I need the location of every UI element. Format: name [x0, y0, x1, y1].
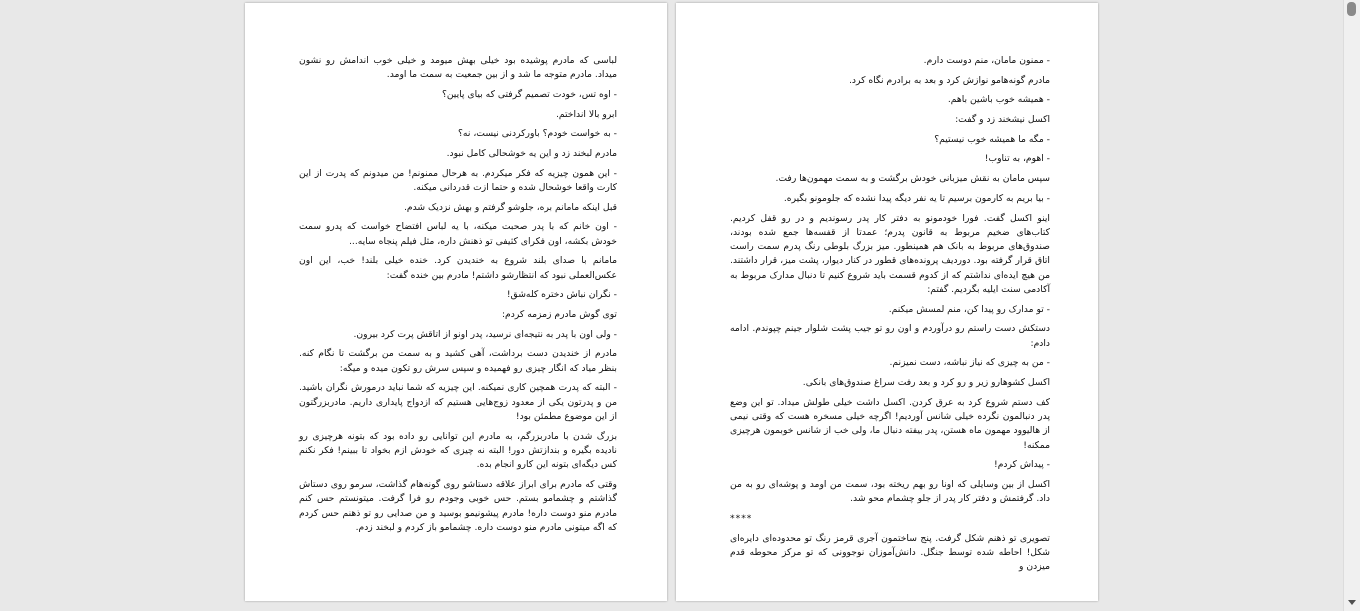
paragraph: مادرم گونه‌هامو نوازش کرد و بعد به برادرم نگاه کرد.: [848, 74, 1050, 86]
paragraph: - تو مدارک رو پیدا کن، منم لمسش میکنم.: [888, 303, 1050, 315]
paragraph: - همیشه خوب باشین باهم.: [947, 94, 1050, 106]
paragraph: بزرگ شدن با مادربزرگم، به مادرم این توانایی رو داده بود که بتونه هرچیزی رو نادیده بگیره و بندازتش دور! البته نه چیزی که خودش ازم بخواد تا ببینم! فکر نکنم کس دیگه‌ای بتونه این کارو انجام بده.: [299, 430, 617, 471]
paragraph: - ممنون مامان، منم دوست دارم.: [923, 55, 1050, 66]
paragraph: - نگران نباش دختره کله‌شق!: [506, 289, 617, 301]
paragraph: لباسی که مادرم پوشیده بود خیلی بهش میومد و خیلی خوب اندامش رو نشون میداد. مادرم متوجه ما شد و از بین جمعیت به سمت ما اومد.: [299, 55, 617, 81]
paragraph: - مگه ما همیشه خوب نیستیم؟: [934, 133, 1050, 145]
paragraph: توی گوش مادرم زمزمه کردم:: [501, 309, 617, 321]
paragraph: - اهوم، به تناوب!: [984, 153, 1050, 165]
paragraph: سپس مامان به نقش میزبانی خودش برگشت و به سمت مهمون‌ها رفت.: [775, 173, 1050, 185]
paragraph: ابرو بالا انداختم.: [555, 108, 617, 120]
paragraph: - اون خانم که با پدر صحبت میکنه، با یه لباس افتضاح خواست که پدرو سمت خودش بکشه، اون فکرای کثیفی تو ذهنش داره، مثل فیلم پنجاه سایه...: [299, 221, 617, 247]
page-right-text: [730, 54, 1050, 580]
page-left-text: [299, 54, 617, 541]
page-left: [245, 3, 667, 601]
paragraph: - این همون چیزیه که فکر میکردم. به هرحال ممنونم! من میدونم که پدرت از این کارت واقعا خوشحال شده و حتما ازت قدردانی میکنه.: [299, 167, 617, 194]
paragraph: اکسل نیشخند زد و گفت:: [955, 114, 1050, 126]
vertical-scrollbar[interactable]: [1343, 0, 1360, 611]
paragraph: - ولی اون با پدر به نتیجه‌ای نرسید، پدر اونو از اتاقش پرت کرد بیرون.: [353, 328, 617, 340]
paragraph: دستکش دست راستم رو درآوردم و اون رو تو جیب پشت شلوار جینم چپوندم. ادامه دادم:: [730, 323, 1050, 349]
paragraph: اکسل کشوهارو زیر و رو کرد و بعد رفت سراغ صندوق‌های بانکی.: [802, 377, 1050, 389]
paragraph: مادرم از خندیدن دست برداشت، آهی کشید و به سمت من برگشت تا نگام کنه. بنظر میاد که انگار چیزی رو فهمیده و سپس سرش رو تکون میده و میگه:: [299, 348, 617, 374]
paragraph: تصویری تو ذهنم شکل گرفت. پنج ساختمون آجری قرمز رنگ تو محدوده‌ای دایره‌ای شکل! احاطه شده توسط جنگل. دانش‌آموزان نوجوونی که تو مرکز محوطه قدم میزدن و: [730, 532, 1050, 573]
scroll-down-button[interactable]: [1344, 594, 1360, 611]
paragraph: اینو اکسل گفت. فورا خودمونو به دفتر کار پدر رسوندیم و در رو قفل کردیم. کتاب‌های ضخیم مربوط به قانون پدرم؛ عمدتا از قفسه‌ها جمع شده بودند، صندوق‌های مربوط به بانک هم همینطور. میز بزرگ بلوطی رنگ پدرم سمت راست اتاق قرار گرفته بود. دوردیف پرونده‌های قطور در کنار دیوار، پشت میز، قرار داشتند. من هیچ ایده‌ای نداشتم که از کدوم قسمت باید شروع کنیم تا دنبال مدارک مربوط به آکادمی سنت ایلیه بگردیم. گفتم:: [730, 212, 1050, 295]
chevron-down-icon: [1348, 600, 1356, 605]
paragraph: وقتی که مادرم برای ابراز علاقه دستاشو روی گونه‌هام گذاشت، سرمو روی دستاش گذاشتم و چشمامو بستم. حس خوبی وجودم رو فرا گرفت. میتونستم حس کنم مادرم منو دوست داره! مادرم پیشونیمو بوسید و من صدایی رو تو ذهنم حس کردم که اگه میتونی مادرم منو دوست داره. چشمامو باز کردم و لبخند زدم.: [299, 478, 617, 533]
paragraph: ****: [730, 512, 753, 524]
paragraph: - من به چیزی که نیاز نباشه، دست نمیزنم.: [889, 357, 1050, 369]
paragraph: - بیا بریم به کارمون برسیم تا یه نفر دیگه پیدا نشده که جلومونو بگیره.: [783, 192, 1050, 204]
paragraph: قبل اینکه مامانم بره، جلوشو گرفتم و بهش نزدیک شدم.: [403, 201, 617, 213]
paragraph: مادرم لبخند زد و این یه خوشحالی کامل نبود.: [446, 148, 617, 160]
scroll-thumb[interactable]: [1347, 2, 1356, 16]
paragraph: مامانم با صدای بلند شروع به خندیدن کرد. خنده خیلی بلند! خب، این اون عکس‌العملی نبود که انتظارشو داشتم! مادرم بین خنده گفت:: [299, 255, 617, 281]
paragraph: - اوه تس، خودت تصمیم گرفتی که بیای پایین؟: [441, 88, 617, 100]
paragraph: - پیداش کردم!: [994, 459, 1050, 471]
paragraph: - به خواست خودم؟ باورکردنی نیست، نه؟: [458, 128, 617, 140]
page-right: [676, 3, 1098, 601]
paragraph: کف دستم شروع کرد به عرق کردن. اکسل داشت خیلی طولش میداد. تو این وضع پدر دنبالمون نگرده خیلی شانس آوردیم! اگرچه خیلی مسخره هست که وقتی نیمی از هالیوود مهمون ماه هستن، پدر بیفته دنبال ما، ولی خب از شانس خوبمون هرچیزی ممکنه!: [730, 396, 1050, 451]
paragraph: اکسل از بین وسایلی که اونا رو بهم ریخته بود، سمت من اومد و پوشه‌ای رو به من داد. گرفتمش و دفتر کار پدر از جلو چشمام محو شد.: [730, 478, 1050, 505]
paragraph: - البته که پدرت همچین کاری نمیکنه. این چیزیه که شما نباید درمورش نگران باشید. من و پدرتون یکی از معدود زوج‌هایی هستیم که ازدواج پایداری داریم. مادربزرگتون از این موضوع مطمئن بود!: [299, 382, 617, 423]
